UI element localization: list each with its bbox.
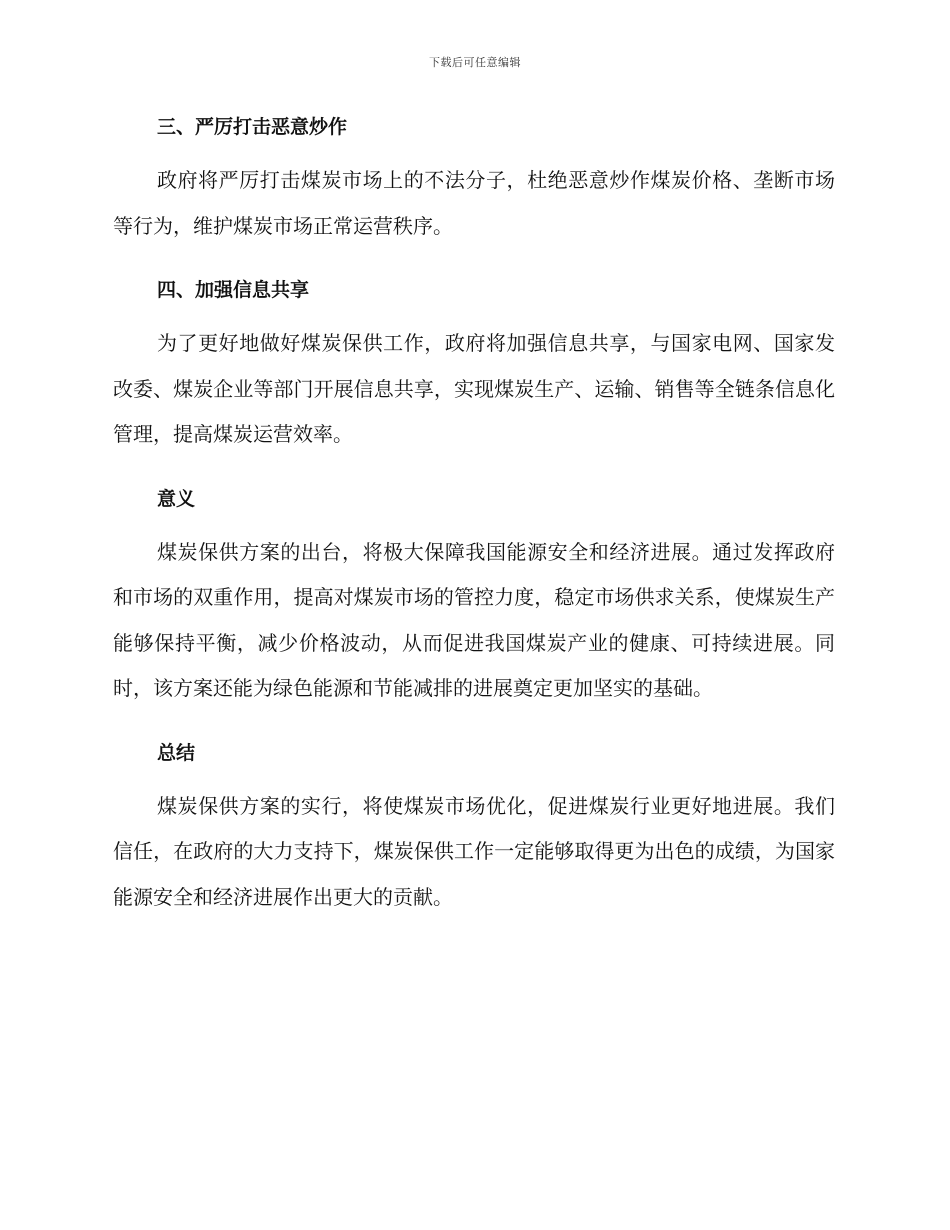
section-heading-info-sharing: 四、加强信息共享	[157, 279, 310, 301]
section-paragraph-summary: 煤炭保供方案的实行，将使煤炭市场优化，促进煤炭行业更好地进展。我们信任，在政府的大力支持下，煤炭保供工作一定能够取得更为出色的成绩，为国家能源安全和经济进展作出更大的贡献。	[113, 793, 835, 909]
section-heading-crackdown: 三、严厉打击恶意炒作	[157, 116, 348, 138]
section-paragraph-info-sharing: 为了更好地做好煤炭保供工作，政府将加强信息共享，与国家电网、国家发改委、煤炭企业等部门开展信息共享，实现煤炭生产、运输、销售等全链条信息化管理，提高煤炭运营效率。	[113, 331, 835, 446]
section-paragraph-significance: 煤炭保供方案的出台，将极大保障我国能源安全和经济进展。通过发挥政府和市场的双重作用，提高对煤炭市场的管控力度，稳定市场供求关系，使煤炭生产能够保持平衡，减少价格波动，从而促进我国煤炭产业的健康、可持续进展。同时，该方案还能为绿色能源和节能减排的进展奠定更加坚实的基础。	[113, 539, 835, 700]
section-heading-summary: 总结	[157, 741, 196, 764]
section-heading-significance: 意义	[157, 487, 196, 510]
header-note: 下载后可任意编辑	[429, 56, 521, 69]
document-body	[113, 110, 835, 920]
section-paragraph-crackdown: 政府将严厉打击煤炭市场上的不法分子，杜绝恶意炒作煤炭价格、垄断市场等行为，维护煤炭市场正常运营秩序。	[113, 168, 835, 238]
